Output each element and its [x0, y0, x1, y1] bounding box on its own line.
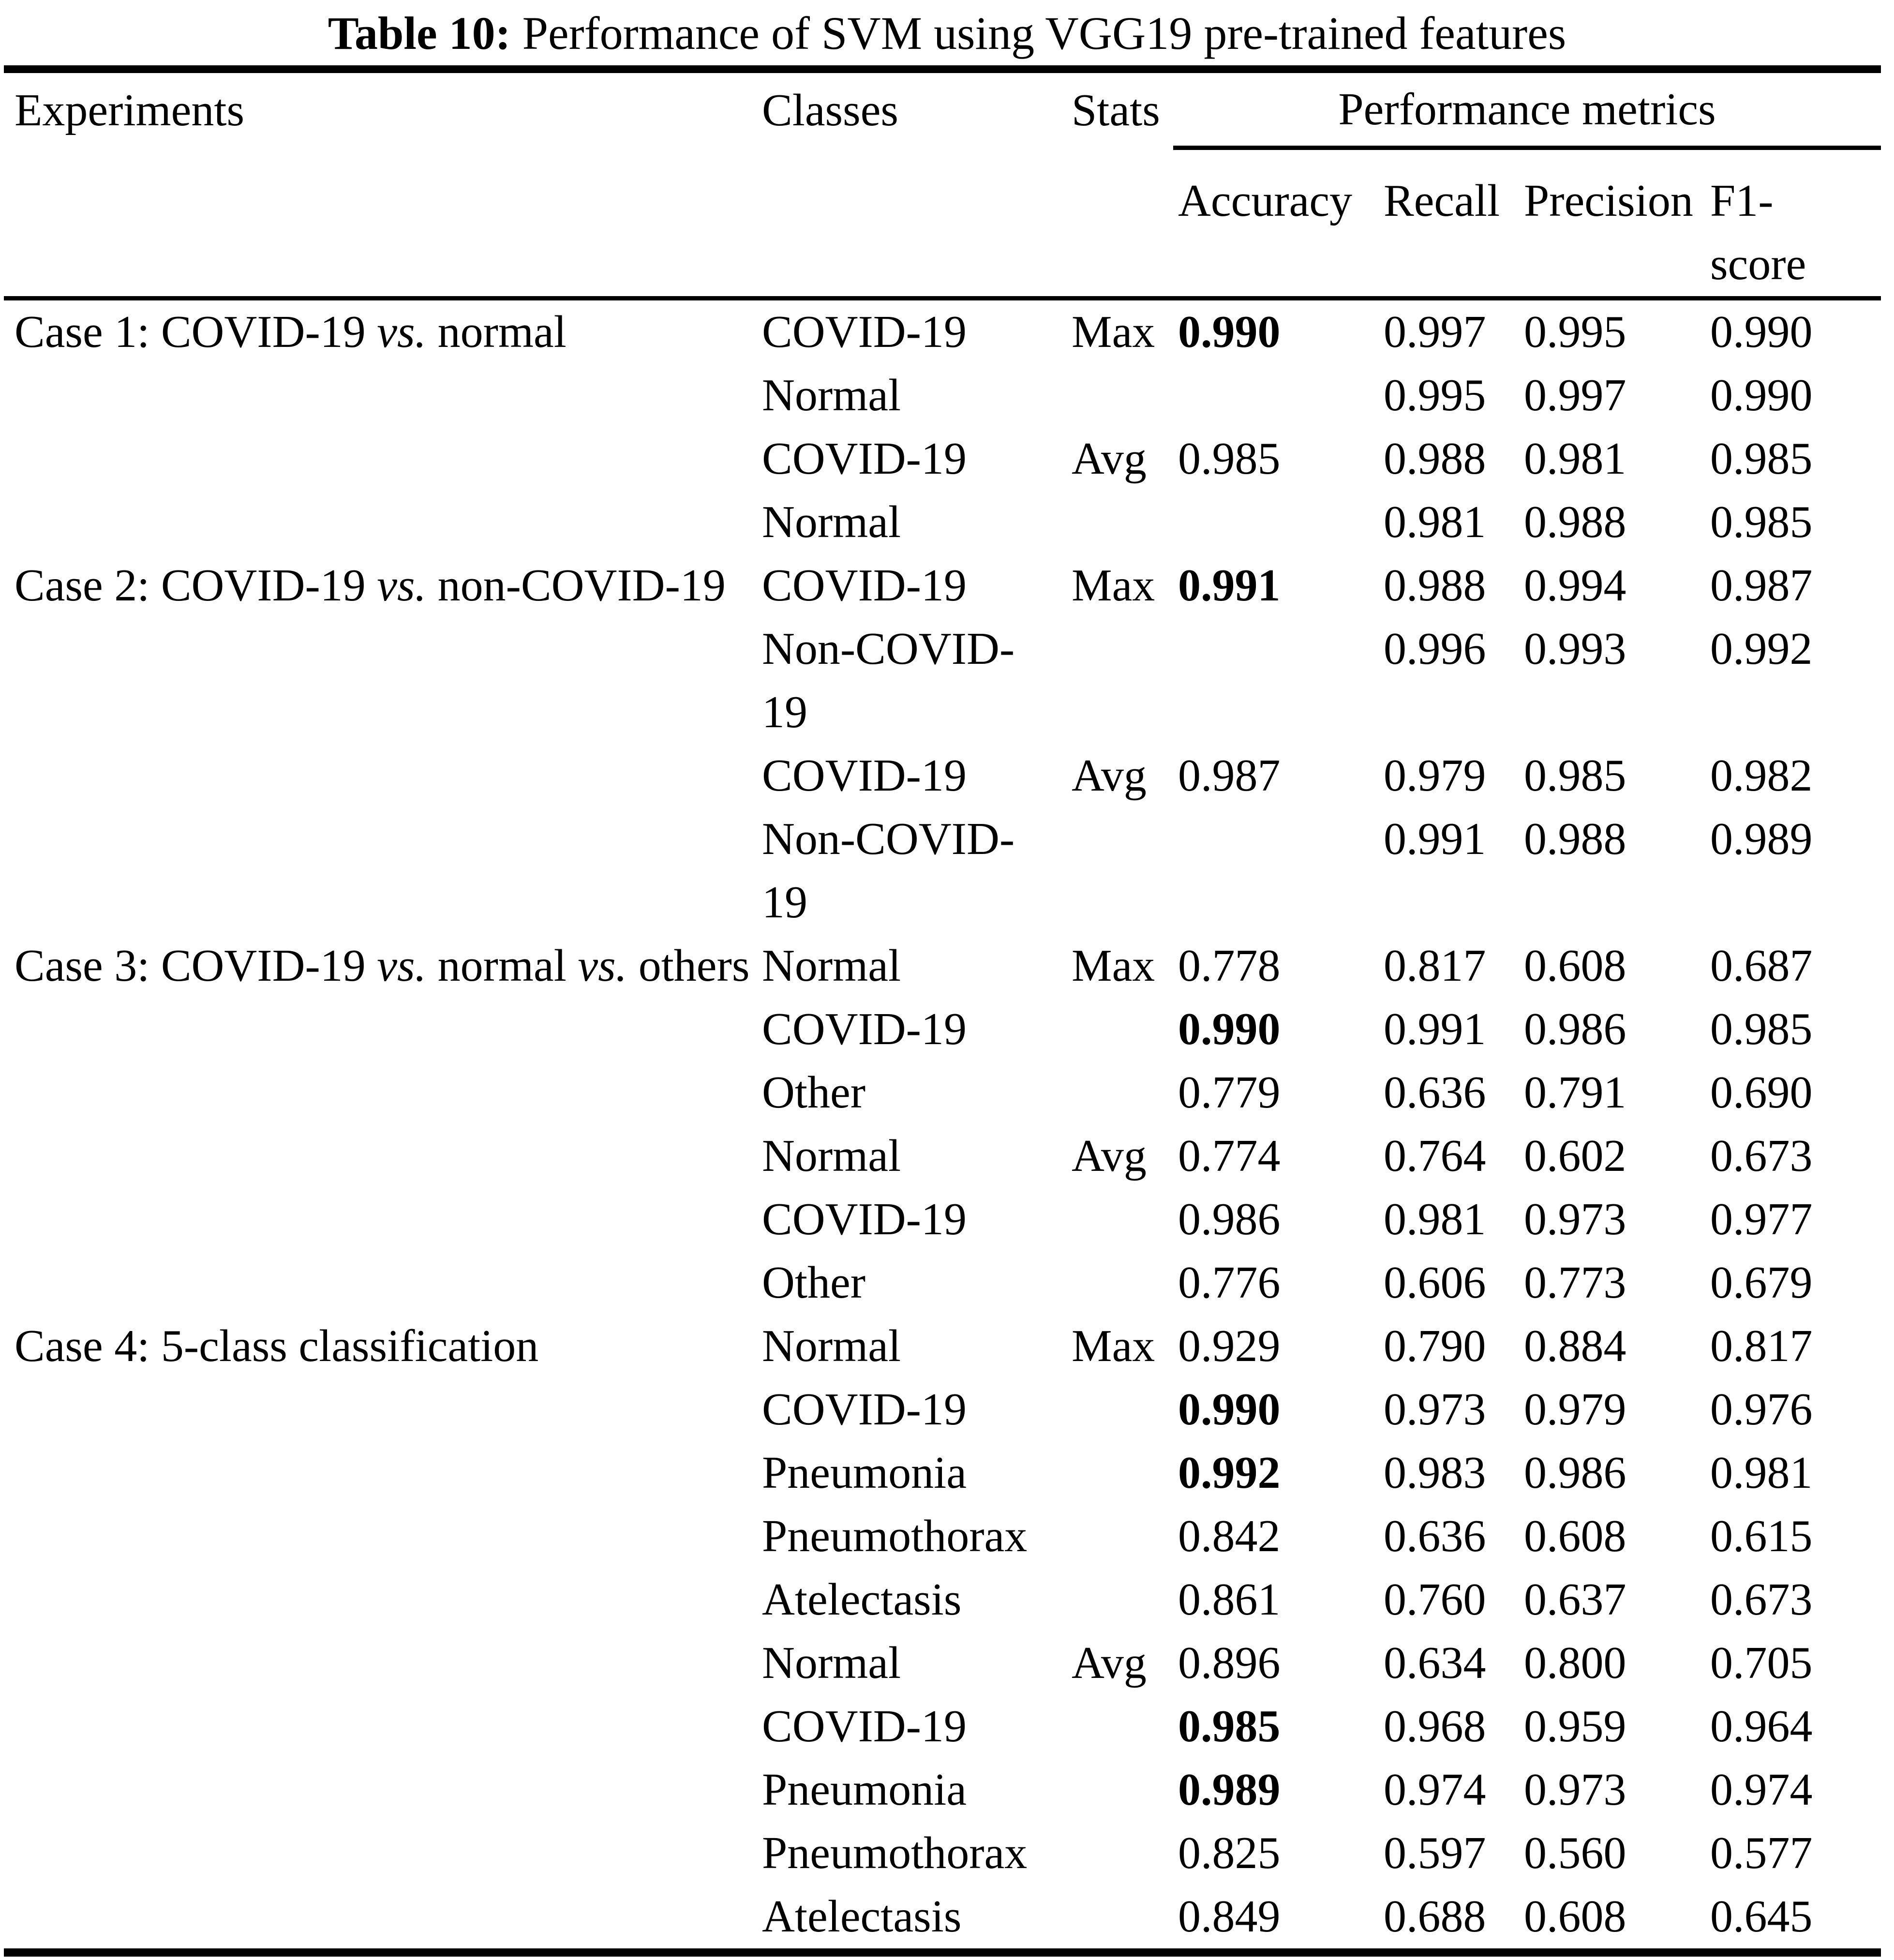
cell-recall: 0.991 [1384, 814, 1486, 864]
cell-experiment [4, 427, 755, 491]
cell-class: COVID-19 [762, 1194, 967, 1244]
cell-stat [1062, 364, 1173, 427]
cell-precision: 0.800 [1524, 1638, 1626, 1688]
table-header [4, 69, 1881, 299]
cell-precision: 0.973 [1524, 1194, 1626, 1244]
cell-stat: Max [1072, 307, 1155, 357]
cell-precision: 0.986 [1524, 1448, 1626, 1498]
table-row [4, 427, 1881, 491]
cell-class: COVID-19 [762, 1384, 967, 1435]
table-row [4, 364, 1881, 427]
cell-precision: 0.988 [1524, 814, 1626, 864]
cell-f1-score: 0.977 [1710, 1194, 1813, 1244]
cell-precision: 0.993 [1524, 624, 1626, 674]
cell-stat [1062, 1251, 1173, 1315]
cell-accuracy: 0.986 [1178, 1194, 1281, 1244]
cell-recall: 0.981 [1384, 497, 1486, 547]
cell-f1-score: 0.992 [1710, 624, 1813, 674]
cell-f1-score: 0.989 [1710, 814, 1813, 864]
table-row [4, 1568, 1881, 1631]
cell-class: COVID-19 [762, 307, 967, 357]
cell-recall: 0.983 [1384, 1448, 1486, 1498]
cell-precision: 0.988 [1524, 497, 1626, 547]
cell-accuracy: 0.991 [1178, 560, 1281, 611]
cell-accuracy: 0.776 [1178, 1257, 1281, 1308]
cell-recall: 0.979 [1384, 750, 1486, 801]
cell-stat: Max [1072, 941, 1155, 991]
cell-stat [1062, 1695, 1173, 1758]
cell-recall: 0.790 [1384, 1321, 1486, 1371]
col-header-stats: Stats [1072, 85, 1160, 136]
cell-precision: 0.981 [1524, 434, 1626, 484]
cell-experiment [4, 1822, 755, 1885]
cell-stat [1062, 808, 1173, 934]
cell-f1-score: 0.985 [1710, 1004, 1813, 1054]
header-row-metrics [4, 148, 1881, 299]
cell-f1-score: 0.705 [1710, 1638, 1813, 1688]
cell-precision: 0.608 [1524, 1891, 1626, 1942]
cell-recall: 0.634 [1384, 1638, 1486, 1688]
cell-experiment: Case 4: 5-class classification [15, 1321, 539, 1371]
cell-recall: 0.760 [1384, 1574, 1486, 1625]
cell-precision: 0.979 [1524, 1384, 1626, 1435]
cell-precision: 0.602 [1524, 1131, 1626, 1181]
cell-experiment: Case 3: COVID-19 vs. normal vs. others [15, 941, 750, 991]
table-row [4, 491, 1881, 554]
header-spacer-stats [1062, 148, 1173, 299]
cell-stat: Avg [1072, 750, 1147, 801]
cell-stat: Max [1072, 1321, 1155, 1371]
cell-class: Normal [762, 1321, 901, 1371]
table-row [4, 1631, 1881, 1695]
cell-recall: 0.995 [1384, 370, 1486, 420]
table-row [4, 299, 1881, 364]
table-row [4, 998, 1881, 1061]
cell-f1-score: 0.679 [1710, 1257, 1813, 1308]
cell-accuracy: 0.987 [1178, 750, 1281, 801]
cell-experiment [4, 1251, 755, 1315]
cell-f1-score: 0.976 [1710, 1384, 1813, 1435]
cell-recall: 0.988 [1384, 434, 1486, 484]
cell-accuracy: 0.989 [1178, 1765, 1281, 1815]
cell-f1-score: 0.981 [1710, 1448, 1813, 1498]
table-row [4, 1251, 1881, 1315]
cell-stat [1062, 1061, 1173, 1124]
cell-experiment: Case 2: COVID-19 vs. non-COVID-19 [15, 560, 726, 611]
col-header-precision: Precision [1519, 148, 1705, 299]
cell-class: Pneumothorax [762, 1828, 1028, 1878]
cell-accuracy: 0.861 [1178, 1574, 1281, 1625]
cell-experiment [4, 808, 755, 934]
header-row-groups [4, 69, 1881, 148]
cell-f1-score: 0.817 [1710, 1321, 1813, 1371]
cell-experiment [4, 617, 755, 744]
col-header-classes: Classes [762, 85, 898, 136]
cell-f1-score: 0.987 [1710, 560, 1813, 611]
cell-stat: Avg [1072, 1131, 1147, 1181]
cell-stat [1062, 1505, 1173, 1568]
cell-accuracy: 0.990 [1178, 307, 1281, 357]
table-row [4, 1758, 1881, 1822]
table-row [4, 1822, 1881, 1885]
cell-recall: 0.968 [1384, 1701, 1486, 1751]
cell-class: COVID-19 [762, 1701, 967, 1751]
cell-recall: 0.606 [1384, 1257, 1486, 1308]
cell-experiment [4, 1061, 755, 1124]
table-row [4, 1505, 1881, 1568]
cell-precision: 0.791 [1524, 1067, 1626, 1118]
cell-precision: 0.773 [1524, 1257, 1626, 1308]
cell-accuracy [1173, 491, 1379, 554]
table-row [4, 744, 1881, 808]
cell-f1-score: 0.964 [1710, 1701, 1813, 1751]
cell-stat [1062, 1758, 1173, 1822]
cell-class: Atelectasis [762, 1891, 962, 1942]
cell-class: Other [762, 1067, 866, 1118]
cell-stat [1062, 1441, 1173, 1505]
col-header-f1-score: F1-score [1705, 148, 1881, 299]
cell-experiment [4, 1188, 755, 1251]
table-row [4, 1315, 1881, 1378]
cell-accuracy: 0.842 [1178, 1511, 1281, 1561]
table-row [4, 1441, 1881, 1505]
cell-f1-score: 0.615 [1710, 1511, 1813, 1561]
cell-f1-score: 0.990 [1710, 370, 1813, 420]
col-header-recall: Recall [1379, 148, 1519, 299]
cell-accuracy [1173, 808, 1379, 934]
cell-accuracy: 0.929 [1178, 1321, 1281, 1371]
cell-experiment [4, 1885, 755, 1953]
cell-experiment [4, 1505, 755, 1568]
cell-experiment [4, 1695, 755, 1758]
cell-experiment [4, 744, 755, 808]
cell-stat [1062, 617, 1173, 744]
cell-accuracy: 0.778 [1178, 941, 1281, 991]
table-row [4, 808, 1881, 934]
cell-class: Normal [762, 941, 901, 991]
cell-stat [1062, 1822, 1173, 1885]
table-row [4, 1061, 1881, 1124]
cell-precision: 0.986 [1524, 1004, 1626, 1054]
cell-class: COVID-19 [762, 1004, 967, 1054]
cell-stat: Avg [1072, 434, 1147, 484]
col-header-experiments: Experiments [15, 85, 245, 136]
cell-precision: 0.608 [1524, 1511, 1626, 1561]
table-row [4, 1188, 1881, 1251]
cell-class: COVID-19 [762, 750, 967, 801]
cell-accuracy [1173, 364, 1379, 427]
cell-recall: 0.817 [1384, 941, 1486, 991]
cell-precision: 0.884 [1524, 1321, 1626, 1371]
performance-table [4, 65, 1881, 1957]
cell-precision: 0.985 [1524, 750, 1626, 801]
cell-recall: 0.981 [1384, 1194, 1486, 1244]
cell-experiment [4, 491, 755, 554]
cell-f1-score: 0.645 [1710, 1891, 1813, 1942]
cell-recall: 0.688 [1384, 1891, 1486, 1942]
cell-class: Normal [762, 1638, 901, 1688]
cell-recall: 0.764 [1384, 1131, 1486, 1181]
cell-class: Normal [762, 497, 901, 547]
cell-experiment [4, 364, 755, 427]
header-spacer-classes [755, 148, 1062, 299]
cell-f1-score: 0.985 [1710, 434, 1813, 484]
cell-f1-score: 0.673 [1710, 1574, 1813, 1625]
cell-recall: 0.636 [1384, 1067, 1486, 1118]
cell-stat [1062, 998, 1173, 1061]
cell-recall: 0.974 [1384, 1765, 1486, 1815]
cell-class: Non-COVID-19 [762, 624, 1015, 737]
cell-stat [1062, 1188, 1173, 1251]
table-caption-title: Performance of SVM using VGG19 pre-trained features [522, 7, 1566, 59]
cell-recall: 0.996 [1384, 624, 1486, 674]
cell-accuracy [1173, 617, 1379, 744]
table-row [4, 1885, 1881, 1953]
table-row [4, 554, 1881, 617]
col-header-performance-metrics: Performance metrics [1173, 69, 1881, 148]
cell-f1-score: 0.982 [1710, 750, 1813, 801]
cell-f1-score: 0.673 [1710, 1131, 1813, 1181]
cell-f1-score: 0.687 [1710, 941, 1813, 991]
cell-class: Normal [762, 1131, 901, 1181]
table-body [4, 299, 1881, 1953]
cell-precision: 0.997 [1524, 370, 1626, 420]
cell-class: Atelectasis [762, 1574, 962, 1625]
cell-recall: 0.597 [1384, 1828, 1486, 1878]
table-row [4, 934, 1881, 998]
cell-stat [1062, 491, 1173, 554]
cell-accuracy: 0.985 [1178, 434, 1281, 484]
cell-precision: 0.608 [1524, 941, 1626, 991]
table-row [4, 1124, 1881, 1188]
cell-accuracy: 0.985 [1178, 1701, 1281, 1751]
cell-accuracy: 0.774 [1178, 1131, 1281, 1181]
cell-experiment [4, 1124, 755, 1188]
cell-accuracy: 0.990 [1178, 1384, 1281, 1435]
cell-experiment [4, 1568, 755, 1631]
cell-recall: 0.973 [1384, 1384, 1486, 1435]
header-spacer-experiments [4, 148, 755, 299]
cell-class: COVID-19 [762, 434, 967, 484]
col-header-accuracy: Accuracy [1173, 148, 1379, 299]
cell-accuracy: 0.825 [1178, 1828, 1281, 1878]
cell-precision: 0.637 [1524, 1574, 1626, 1625]
cell-stat: Max [1072, 560, 1155, 611]
table-row [4, 1378, 1881, 1441]
cell-accuracy: 0.896 [1178, 1638, 1281, 1688]
table-row [4, 1695, 1881, 1758]
cell-stat [1062, 1378, 1173, 1441]
table-caption-number: Table 10: [328, 7, 511, 59]
cell-accuracy: 0.779 [1178, 1067, 1281, 1118]
cell-precision: 0.994 [1524, 560, 1626, 611]
cell-class: Normal [762, 370, 901, 420]
table-caption [0, 0, 1894, 65]
cell-class: Other [762, 1257, 866, 1308]
cell-class: Pneumothorax [762, 1511, 1028, 1561]
cell-accuracy: 0.990 [1178, 1004, 1281, 1054]
cell-f1-score: 0.985 [1710, 497, 1813, 547]
cell-class: Non-COVID-19 [762, 814, 1015, 928]
cell-class: Pneumonia [762, 1448, 967, 1498]
cell-recall: 0.988 [1384, 560, 1486, 611]
cell-f1-score: 0.974 [1710, 1765, 1813, 1815]
table-row [4, 617, 1881, 744]
cell-recall: 0.636 [1384, 1511, 1486, 1561]
cell-recall: 0.997 [1384, 307, 1486, 357]
cell-experiment [4, 1378, 755, 1441]
cell-experiment [4, 1758, 755, 1822]
cell-experiment [4, 998, 755, 1061]
cell-experiment [4, 1441, 755, 1505]
cell-accuracy: 0.849 [1178, 1891, 1281, 1942]
cell-class: Pneumonia [762, 1765, 967, 1815]
cell-precision: 0.973 [1524, 1765, 1626, 1815]
cell-stat [1062, 1885, 1173, 1953]
cell-stat [1062, 1568, 1173, 1631]
cell-recall: 0.991 [1384, 1004, 1486, 1054]
cell-f1-score: 0.577 [1710, 1828, 1813, 1878]
cell-accuracy: 0.992 [1178, 1448, 1281, 1498]
cell-f1-score: 0.690 [1710, 1067, 1813, 1118]
cell-stat: Avg [1072, 1638, 1147, 1688]
cell-precision: 0.995 [1524, 307, 1626, 357]
cell-precision: 0.959 [1524, 1701, 1626, 1751]
cell-experiment: Case 1: COVID-19 vs. normal [15, 307, 567, 357]
cell-experiment [4, 1631, 755, 1695]
cell-f1-score: 0.990 [1710, 307, 1813, 357]
cell-precision: 0.560 [1524, 1828, 1626, 1878]
cell-class: COVID-19 [762, 560, 967, 611]
